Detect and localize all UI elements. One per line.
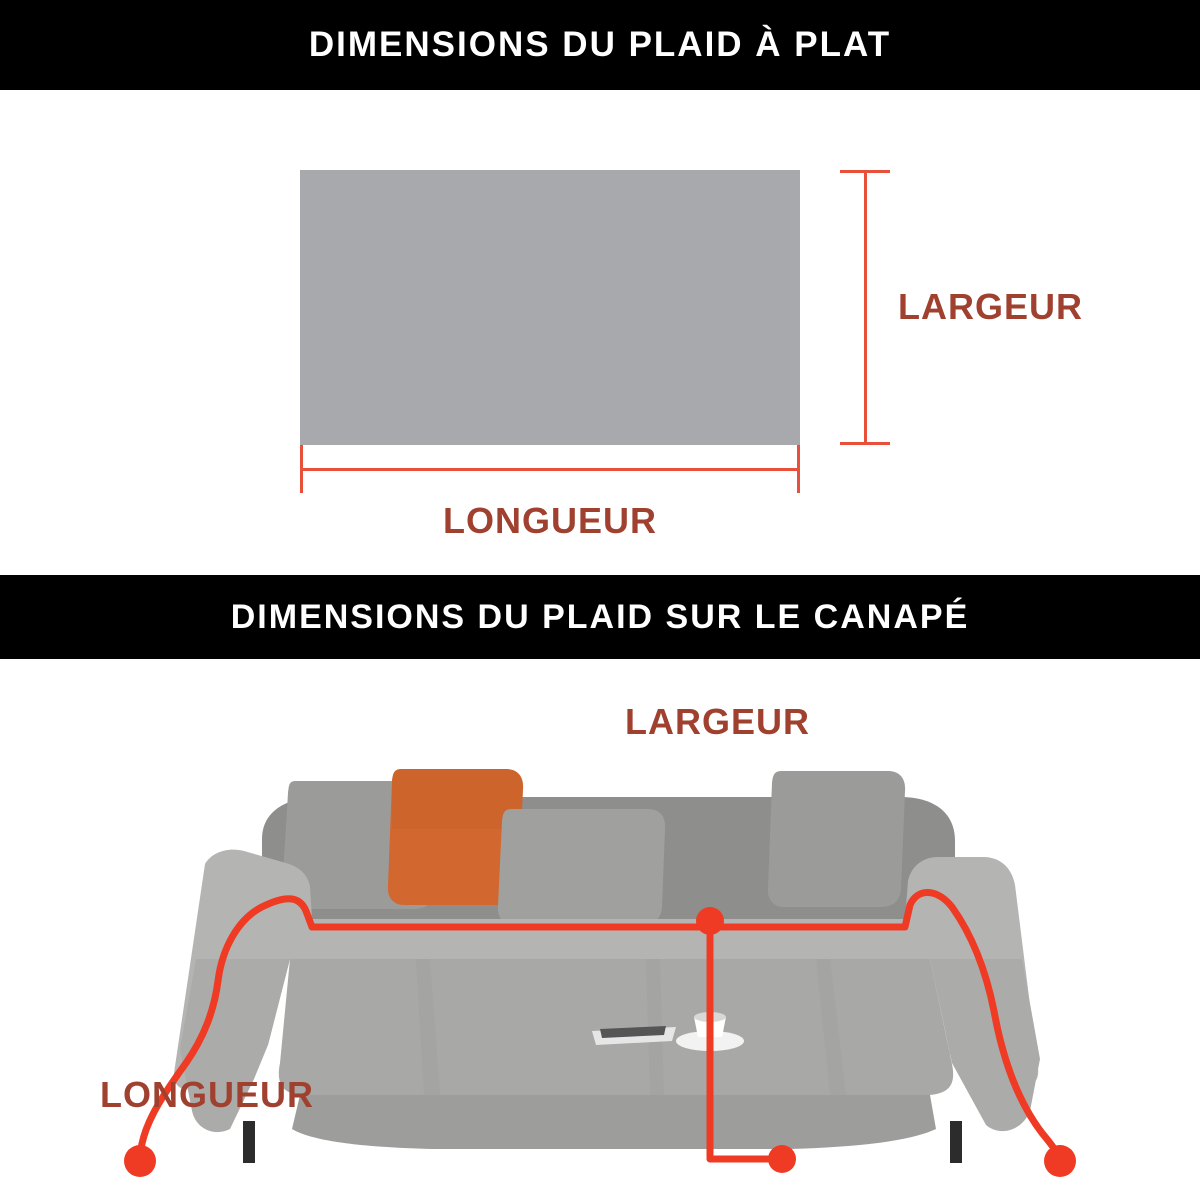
longueur-label-sofa: LONGUEUR	[100, 1074, 314, 1115]
longueur-measure-line	[300, 468, 800, 471]
longueur-measure-cap-left	[300, 445, 303, 493]
largeur-label-flat: LARGEUR	[898, 286, 1083, 327]
largeur-measure-cap-bottom	[840, 442, 890, 445]
largeur-measure-line	[864, 170, 867, 445]
sofa-illustration	[0, 659, 1200, 1200]
largeur-measure-cap-top	[840, 170, 890, 173]
section-title-flat-dimensions: DIMENSIONS DU PLAID À PLAT	[0, 0, 1200, 90]
longueur-label-flat: LONGUEUR	[443, 500, 657, 541]
sofa-diagram	[0, 659, 1200, 1200]
blanket-rectangle	[300, 170, 800, 445]
largeur-label-sofa: LARGEUR	[625, 701, 810, 742]
longueur-measure-cap-right	[797, 445, 800, 493]
flat-blanket-diagram	[0, 90, 1200, 575]
section-title-sofa-dimensions: DIMENSIONS DU PLAID SUR LE CANAPÉ	[0, 575, 1200, 659]
